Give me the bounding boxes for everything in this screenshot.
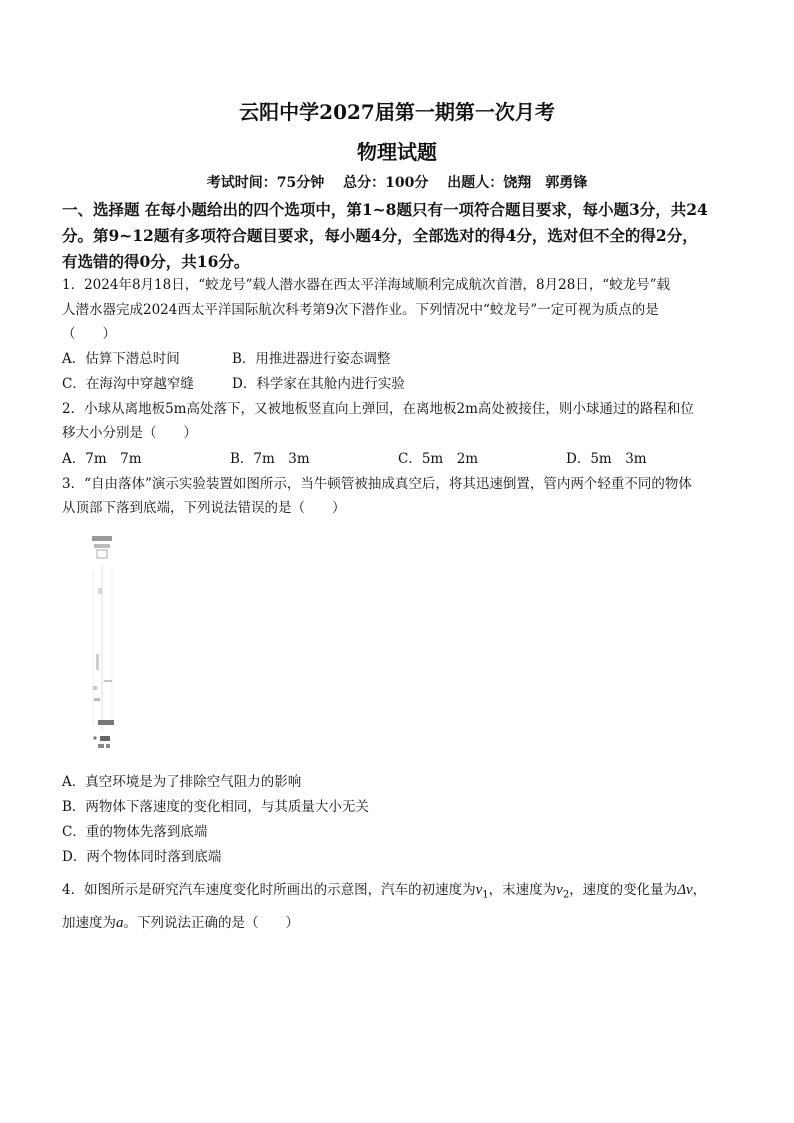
q2-stem-line-2: 移大小分别是（ ） (62, 425, 197, 441)
q4-v1-subscript: 1 (482, 889, 489, 901)
q4-stem-line-1 (62, 880, 706, 906)
q3-option-a: A．真空环境是为了排除空气阻力的影响 (62, 774, 302, 790)
exam-title: 云阳中学2027届第一期第一次月考 (239, 100, 555, 124)
q1-option-d: D．科学家在其舱内进行实验 (232, 376, 405, 392)
q3-stem-line-2: 从顶部下落到底端，下列说法错误的是（ ） (62, 500, 346, 516)
exam-authors: 出题人：饶翔 郭勇锋 (447, 175, 588, 191)
section-line-2: 分。第9~12题有多项符合题目要求，每小题4分，全部选对的得4分，选对但不全的得2分， (62, 226, 698, 245)
q1-option-c: C．在海沟中穿越窄缝 (62, 376, 194, 392)
q1-option-a: A．估算下潜总时间 (62, 351, 180, 367)
q3-option-d: D．两个物体同时落到底端 (62, 849, 222, 865)
q3-option-c: C．重的物体先落到底端 (62, 824, 208, 840)
q2-stem-line-1: 2．小球从离地板5m高处落下，又被地板竖直向上弹回，在离地板2m高处被接住，则小球通过的路程和位 (62, 401, 694, 417)
q3-stem-line-1: 3．“自由落体”演示实验装置如图所示，当牛顿管被抽成真空后，将其迅速倒置，管内两个轻重不同的物体 (62, 476, 692, 492)
q3-option-b: B．两物体下落速度的变化相同，与其质量大小无关 (62, 799, 369, 815)
q4-text-3: ，速度的变化量为 (569, 882, 678, 898)
q4-dv-symbol: Δv (677, 882, 693, 898)
q4-text-5: 加速度为 (62, 915, 116, 931)
exam-info (0, 172, 794, 192)
total-score: 总分：100分 (343, 175, 429, 191)
q2-option-a: A．7m 7m (62, 451, 142, 467)
q4-text-2: ，末速度为 (488, 882, 557, 898)
q1-stem-line-3: （ ） (62, 326, 116, 342)
q1-stem-line-1: 1．2024年8月18日，“蛟龙号”载人潜水器在西太平洋海域顺利完成航次首潜，8月28日，“蛟龙号”载 (62, 277, 671, 293)
exam-time: 考试时间：75分钟 (206, 175, 325, 191)
section-line-1: 一、选择题 在每小题给出的四个选项中，第1~8题只有一项符合题目要求，每小题3分，共24 (62, 200, 708, 219)
q4-v2-subscript: 2 (562, 889, 570, 901)
q4-text-4: ， (692, 882, 707, 898)
q4-text-1: 4．如图所示是研究汽车速度变化时所画出的示意图，汽车的初速度为 (62, 882, 476, 898)
q2-option-d: D．5m 3m (566, 451, 647, 467)
q4-text-6: 。下列说法正确的是（ ） (123, 915, 299, 931)
q4-stem-line-2 (62, 913, 299, 933)
q2-option-c: C．5m 2m (398, 451, 479, 467)
section-line-3: 有选错的得0分，共16分。 (62, 252, 250, 271)
newton-tube-figure (88, 530, 134, 758)
q4-a-symbol: a (116, 915, 124, 931)
q1-stem-line-2: 人潜水器完成2024西太平洋国际航次科考第9次下潜作业。下列情况中“蛟龙号”一定可视为质点的是 (62, 302, 659, 318)
section-instructions (62, 197, 774, 275)
q1-option-b: B．用推进器进行姿态调整 (232, 351, 391, 367)
q2-option-b: B．7m 3m (230, 451, 310, 467)
exam-subtitle: 物理试题 (357, 140, 437, 164)
q4-v1-symbol: v (475, 882, 483, 898)
q4-v2-symbol: v (556, 882, 563, 898)
